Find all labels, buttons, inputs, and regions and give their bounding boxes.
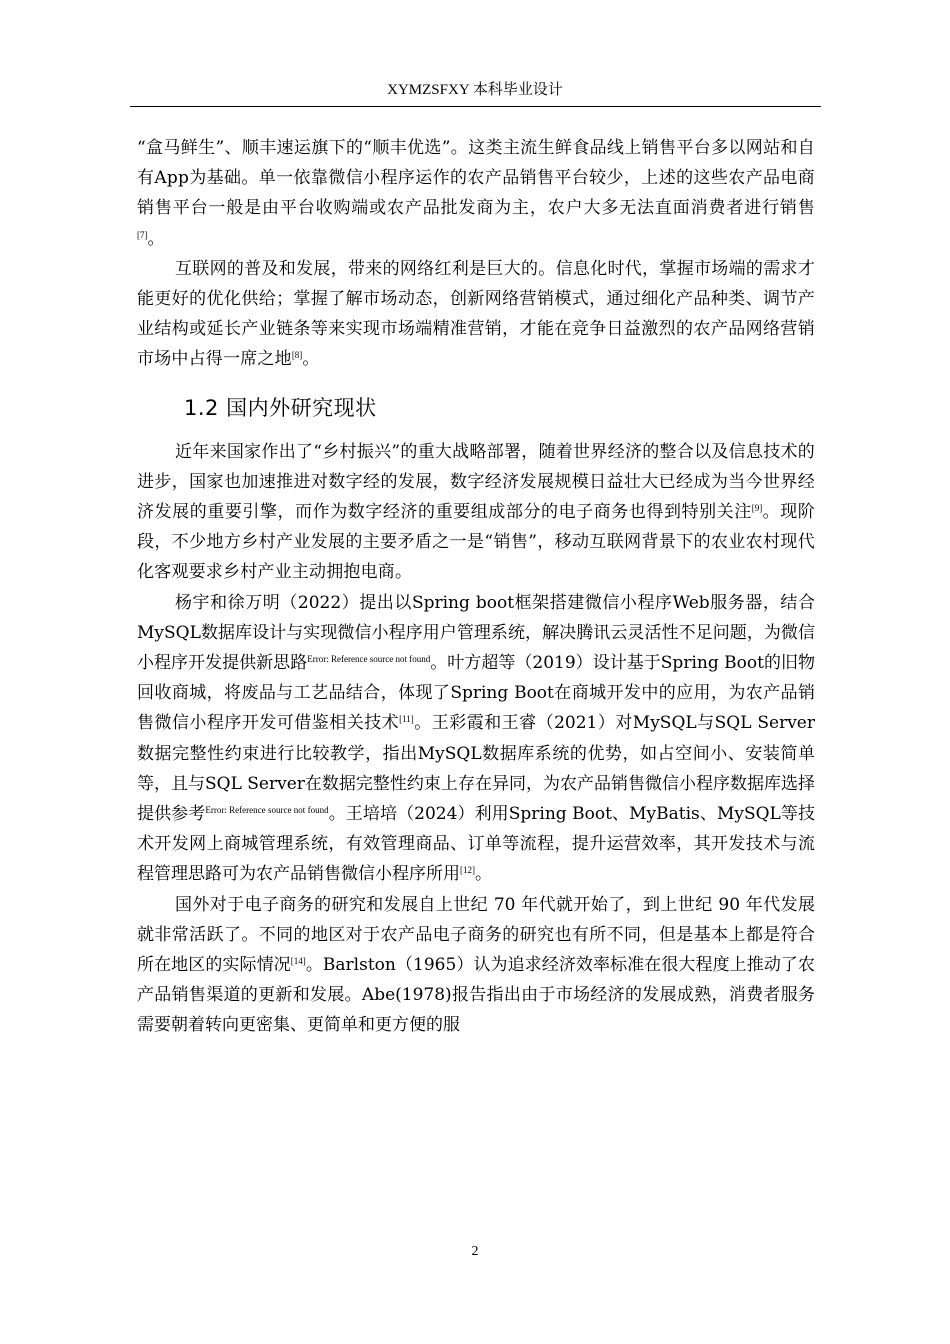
document-body <box>137 133 815 1041</box>
paragraph-platforms <box>137 133 815 254</box>
page-number: 2 <box>471 1244 479 1259</box>
reference-error: Error: Reference source not found <box>307 654 431 665</box>
paragraph-text: 。现阶段，不少地方乡村产业发展的主要矛盾之一是“销售”，移动互联网背景下的农业农村现代化客观要求乡村产业主动拥抱电商。 <box>137 502 815 583</box>
paragraph-text: 。叶方超等（2019）设计基于Spring Boot的旧物回收商城，将废品与工艺品结合，体现了Spring Boot在商城开发中的应用，为农产品销售微信小程序开发可借鉴相关技术 <box>137 653 815 734</box>
citation-ref: [11] <box>399 714 414 725</box>
citation-ref: [14] <box>290 956 306 967</box>
citation-ref: [7] <box>137 229 148 240</box>
citation-ref: [12] <box>460 865 475 876</box>
header-divider <box>130 106 821 107</box>
section-heading: 1.2 国内外研究现状 <box>184 395 377 420</box>
reference-error: Error: Reference source not found <box>205 805 329 816</box>
paragraph-text: 。 <box>475 864 492 885</box>
paragraph-rural-revitalization <box>137 437 815 588</box>
paragraph-text: 杨宇和徐万明（2022）提出以Spring boot框架搭建微信小程序Web服务器，结合MySQL数据库设计与实现微信小程序用户管理系统，解决腾讯云灵活性不足问题，为微信小程序开发提供新思路 <box>137 592 815 674</box>
paragraph-foreign-research <box>137 890 815 1041</box>
paragraph-text: 。Barlston（1965）认为追求经济效率标准在很大程度上推动了农产品销售渠道的更新和发展。Abe(1978)报告指出由于市场经济的发展成熟，消费者服务需要朝着转向更密集、更简单和更方便的服 <box>137 955 815 1036</box>
paragraph-text: “盒马鲜生”、顺丰速运旗下的“顺丰优选”。这类主流生鲜食品线上销售平台多以网站和自有App为基础。单一依靠微信小程序运作的农产品销售平台较少，上述的这些农产品电商销售平台一般是由平台收购端或农产品批发商为主，农户大多无法直面消费者进行销售 <box>137 138 815 219</box>
paragraph-internet <box>137 254 815 375</box>
paragraph-text: 。 <box>147 228 165 249</box>
citation-ref: [8] <box>291 350 303 361</box>
paragraph-text: 。王培培（2024）利用Spring Boot、MyBatis、MySQL等技术开发网上商城管理系统，有效管理商品、订单等流程，提升运营效率，其开发技术与流程管理思路可为农产品销售微信小程序所用 <box>137 804 815 885</box>
paragraph-text: 近年来国家作出了“乡村振兴”的重大战略部署，随着世界经济的整合以及信息技术的进步，国家也加速推进对数字经的发展，数字经济发展规模日益壮大已经成为当今世界经济发展的重要引擎，而作为数字经济的重要组成部分的电子商务也得到特别关注 <box>137 441 815 523</box>
paragraph-domestic-research <box>137 588 815 890</box>
paragraph-text: 国外对于电子商务的研究和发展自上世纪 70 年代就开始了，到上世纪 90 年代发展就非常活跃了。不同的地区对于农产品电子商务的研究也有所不同，但是基本上都是符合所在地区的实际情况 <box>137 894 815 976</box>
running-header: XYMZSFXY 本科毕业设计 <box>387 82 563 98</box>
paragraph-text: 。 <box>302 349 320 370</box>
paragraph-text: 。王彩霞和王睿（2021）对MySQL与SQL Server数据完整性约束进行比较教学，指出MySQL数据库系统的优势，如占空间小、安装简单等，且与SQL Server在数据完整性约束上存在异同，为农产品销售微信小程序数据库选择提供参考 <box>137 713 815 825</box>
citation-ref: [9] <box>751 503 763 514</box>
paragraph-text: 互联网的普及和发展，带来的网络红利是巨大的。信息化时代，掌握市场端的需求才能更好的优化供给；掌握了解市场动态，创新网络营销模式，通过细化产品种类、调节产业结构或延长产业链条等来实现市场端精准营销，才能在竞争日益激烈的农产品网络营销市场中占得一席之地 <box>137 258 815 370</box>
